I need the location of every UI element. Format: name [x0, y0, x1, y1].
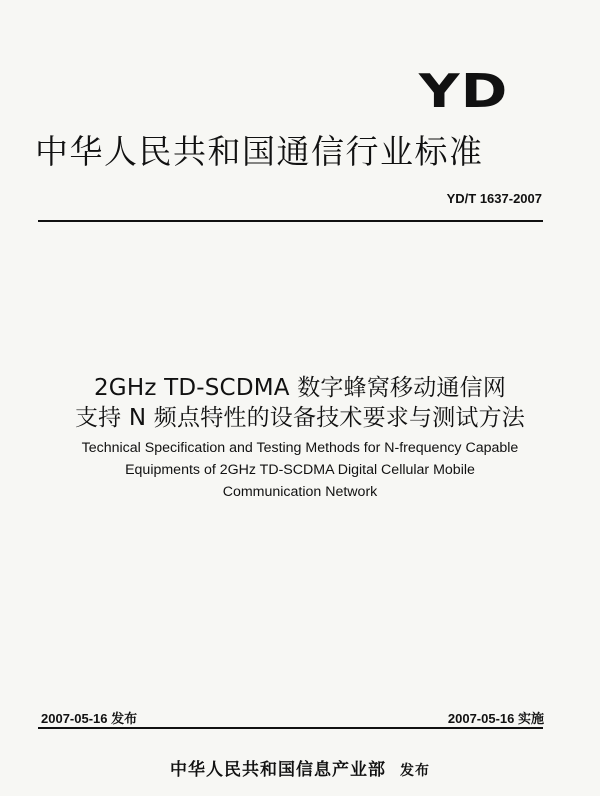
title-zh-line-1: 2GHz TD-SCDMA 数字蜂窝移动通信网: [93, 375, 507, 401]
org-title: 中华人民共和国通信行业标准: [35, 132, 484, 171]
publisher-name: 中华人民共和国信息产业部: [170, 760, 386, 780]
publisher-line: [0, 755, 600, 780]
publish-date: 2007-05-16 发布: [41, 711, 138, 726]
standard-number: YD/T 1637-2007: [446, 191, 542, 206]
top-divider: [38, 220, 543, 222]
publisher-suffix: 发布: [400, 763, 430, 779]
bottom-divider: [38, 727, 543, 729]
title-en-line-1: Technical Specification and Testing Methods for N-frequency Capable: [81, 440, 519, 456]
title-zh-line-2: 支持 N 频点特性的设备技术要求与测试方法: [74, 405, 526, 431]
standard-logo: YD: [418, 64, 508, 118]
title-en-line-3: Communication Network: [222, 484, 378, 500]
implement-date: 2007-05-16 实施: [447, 711, 544, 726]
title-en-line-2: Equipments of 2GHz TD-SCDMA Digital Cellular Mobile: [125, 462, 475, 478]
